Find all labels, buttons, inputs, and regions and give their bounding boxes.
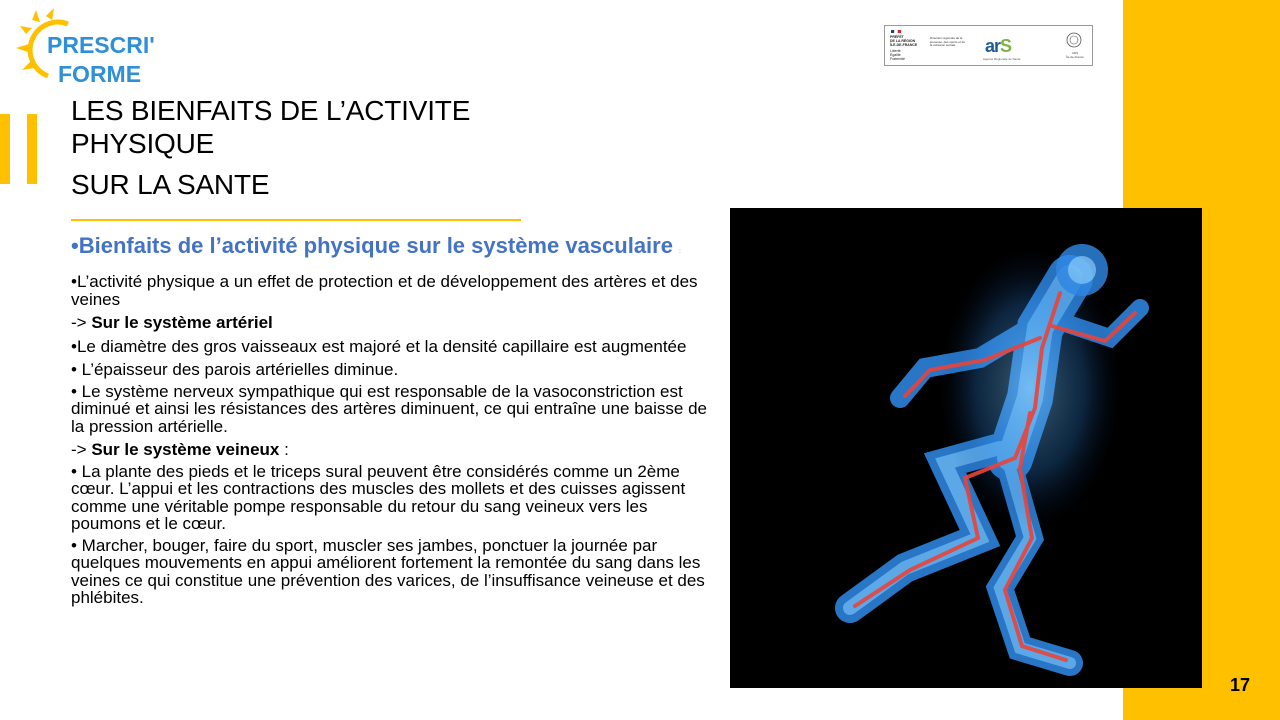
slide-body (71, 235, 721, 611)
title-underline (71, 219, 521, 221)
logo-line1: PRESCRI' (47, 32, 154, 58)
sun-logo-icon (14, 6, 154, 88)
paragraph-second-heart: • La plante des pieds et le triceps sural peuvent être considérés comme un 2ème cœur. L’appui et les contractions des muscles des mollets et des cuisses agissent comme une véritable pompe responsable du retour du sang veineux vers les poumons et le cœur. (71, 461, 686, 533)
venous-subheading: -> Sur le système veineux : (71, 440, 289, 459)
logo-line2: FORME (58, 61, 142, 87)
prefet-line2: DE LA RÉGION (890, 39, 916, 43)
french-flag-icon (891, 30, 901, 33)
section-heading: •Bienfaits de l’activité physique sur le système vasculaire : (71, 233, 681, 258)
paragraph-vessel-diameter: •Le diamètre des gros vaisseaux est majoré et la densité capillaire est augmentée (71, 336, 687, 356)
running-figure-illustration (730, 208, 1202, 688)
running-figure-image (730, 208, 1202, 688)
motto-line3: Fraternité (890, 57, 905, 61)
paragraph-protection: •L’activité physique a un effet de protection et de développement des artères et des veines (71, 272, 698, 309)
motto-line2: Égalité (890, 53, 901, 57)
ars-subtitle: Agence Régionale de Santé (983, 57, 1021, 61)
ars-logo: arS (985, 36, 1012, 56)
arterial-subheading: -> Sur le système artériel (71, 313, 273, 332)
title-line1: LES BIENFAITS DE L’ACTIVITE (71, 95, 471, 126)
paragraph-prevention: • Marcher, bouger, faire du sport, muscler ses jambes, ponctuer la journée par quelques mouvements en appui améliorent fortement la remontée du sang dans les veines ce qui constitue une prévention des varices, de l’insuffisance veineuse et des phlébites. (71, 535, 705, 607)
prefet-line3: ÎLE-DE-FRANCE (890, 43, 918, 47)
title-line3: SUR LA SANTE (71, 169, 270, 200)
seal-text: ARS Île-de-France (1066, 51, 1084, 59)
prefet-line1: PRÉFET (890, 35, 904, 39)
seal-icon (1066, 32, 1082, 48)
paragraph-wall-thickness: • L’épaisseur des parois artérielles diminue. (71, 360, 399, 379)
prescriforme-logo (14, 6, 154, 88)
paragraph-sympathetic: • Le système nerveux sympathique qui est responsable de la vasoconstriction est diminué et ainsi les résistances des artères diminuent, ce qui entraîne une baisse de la pression artérielle. (71, 381, 707, 436)
title-line2: PHYSIQUE (71, 128, 215, 159)
partner-logos (884, 25, 1093, 66)
direction-text: Direction régionale de la jeunesse, des sports et de la cohésion sociale (930, 36, 966, 47)
prefet-block (890, 35, 928, 61)
page-number: 17 (1230, 675, 1251, 695)
motto-line1: Liberté (890, 49, 901, 53)
slide-title (71, 94, 531, 201)
